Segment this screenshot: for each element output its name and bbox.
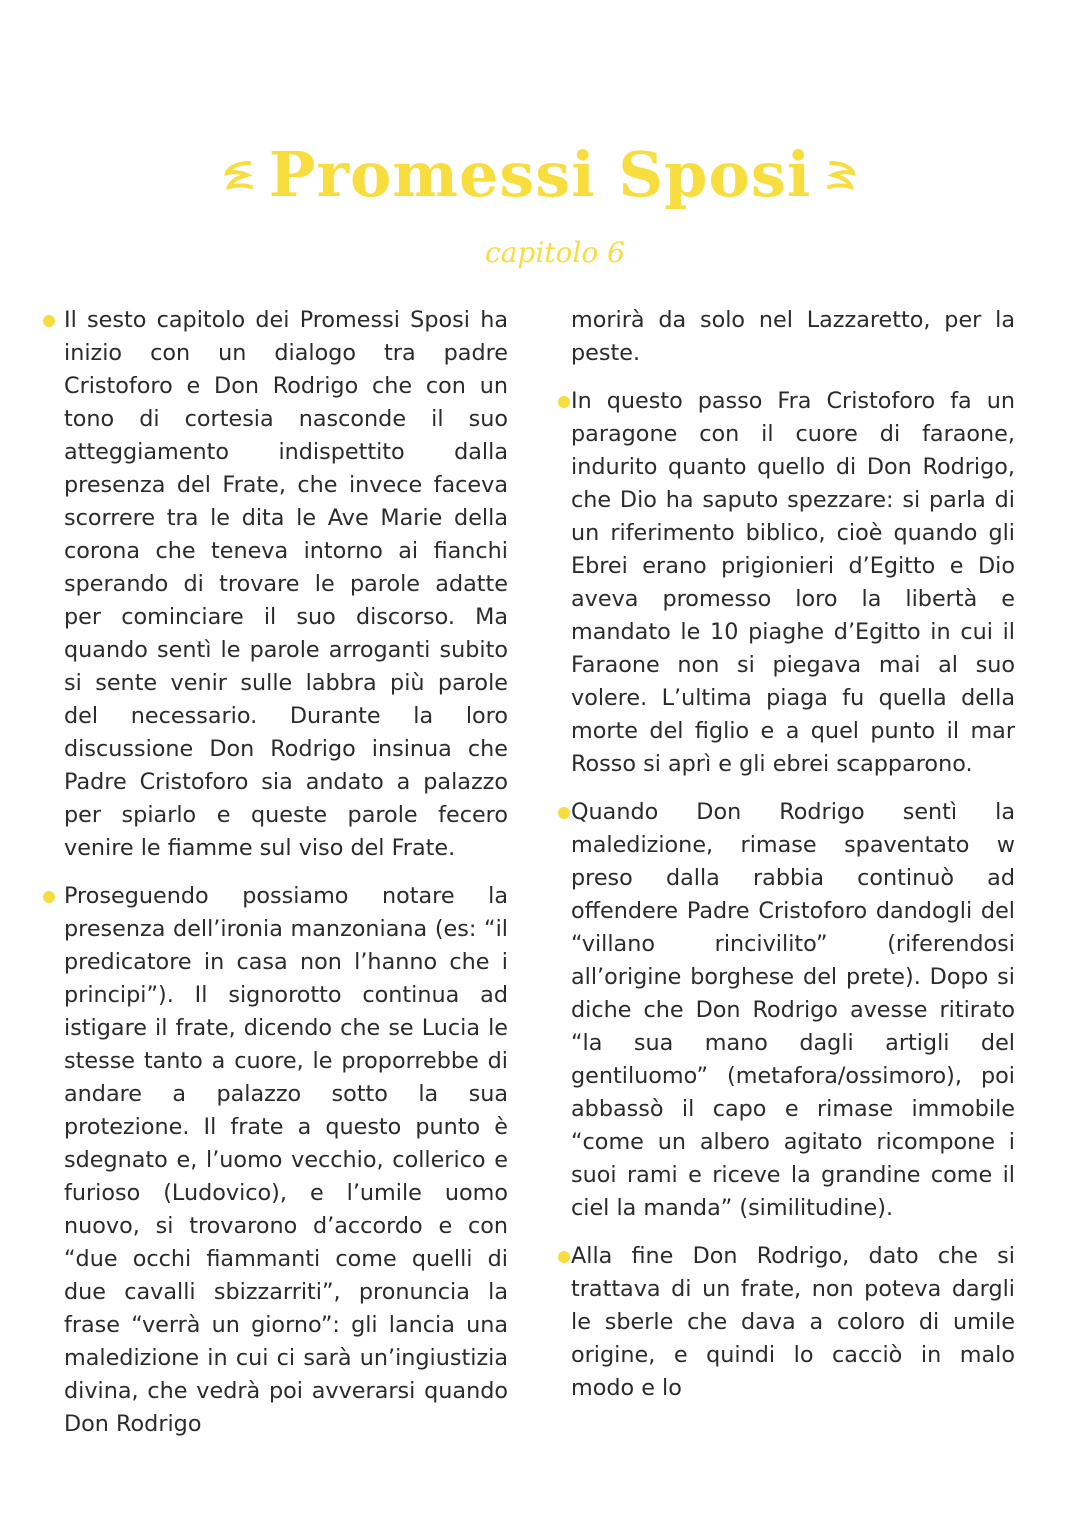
paragraph-text: In questo passo Fra Cristoforo fa un paragone con il cuore di faraone, indurito quanto quello di Don Rodrigo, che Dio ha saputo spezzare: si parla di un riferimento biblico, cioè quando gli Ebrei erano prigionieri d’Egitto e Dio aveva promesso loro la libertà e mandato le 10 piaghe d’Egitto in cui il Faraone non si piegava mai al suo volere. L’ultima piaga fu quella della morte del figlio e a quel punto il mar Rosso si aprì e gli ebrei scapparono. [571,388,1015,777]
paragraph-text: Alla fine Don Rodrigo, dato che si trattava di un frate, non poteva dargli le sberle che dava a coloro di umile origine, e quindi lo cacciò in malo modo e lo [571,1243,1015,1401]
paragraph [64,880,508,1441]
paragraph [571,796,1015,1225]
paragraph-text: Proseguendo possiamo notare la presenza dell’ironia manzoniana (es: “il predicatore in casa non l’hanno che i principi”). Il signorotto continua ad istigare il frate, dicendo che se Lucia le stesse tanto a cuore, le proporrebbe di andare a palazzo sotto la sua protezione. Il frate a questo punto è sdegnato e, l’uomo vecchio, collerico e furioso (Ludovico), e l’umile uomo nuovo, si trovarono d’accordo e con “due occhi fiammanti come quelli di due cavalli sbizzarriti”, pronuncia la frase “verrà un giorno”: gli lancia una maledizione in cui ci sarà un’ingiustizia divina, che vedrà poi avverarsi quando Don Rodrigo [64,883,508,1437]
paragraph-text: morirà da solo nel Lazzaretto, per la peste. [571,307,1015,366]
bullet-icon [43,315,55,327]
left-column [64,304,508,1441]
title-row [0,135,1080,215]
paragraph-text: Quando Don Rodrigo sentì la maledizione, rimase spaventato w preso dalla rabbia continuò ad offendere Padre Cristoforo dandogli del “villano rincivilito” (riferendosi all’origine borghese del prete). Dopo si diche che Don Rodrigo avesse ritirato “la sua mano dagli artigli del gentiluomo” (metafora/ossimoro), poi abbassò il capo e rimase immobile “come un albero agitato ricompone i suoi rami e riceve la grandine come il ciel la manda” (similitudine). [571,799,1015,1221]
paragraph [571,1240,1015,1405]
bullet-icon [43,891,55,903]
bullet-icon [558,807,570,819]
paragraph [64,304,508,865]
page-subtitle: capitolo 6 [485,236,625,269]
right-column [571,304,1015,1405]
paragraph-continuation [571,304,1015,370]
paragraph [571,385,1015,781]
bullet-icon [558,1251,570,1263]
page-title: Promessi Sposi [268,138,812,211]
curl-ornament-icon [825,155,859,195]
bullet-icon [558,396,570,408]
paragraph-text: Il sesto capitolo dei Promessi Sposi ha inizio con un dialogo tra padre Cristoforo e Don Rodrigo che con un tono di cortesia nasconde il suo atteggiamento indispettito dalla presenza del Frate, che invece faceva scorrere tra le dita le Ave Marie della corona che teneva intorno ai fianchi sperando di trovare le parole adatte per cominciare il suo discorso. Ma quando sentì le parole arroganti subito si sente venir sulle labbra più parole del necessario. Durante la loro discussione Don Rodrigo insinua che Padre Cristoforo sia andato a palazzo per spiarlo e queste parole fecero venire le fiamme sul viso del Frate. [64,307,508,861]
curl-ornament-icon [221,155,255,195]
